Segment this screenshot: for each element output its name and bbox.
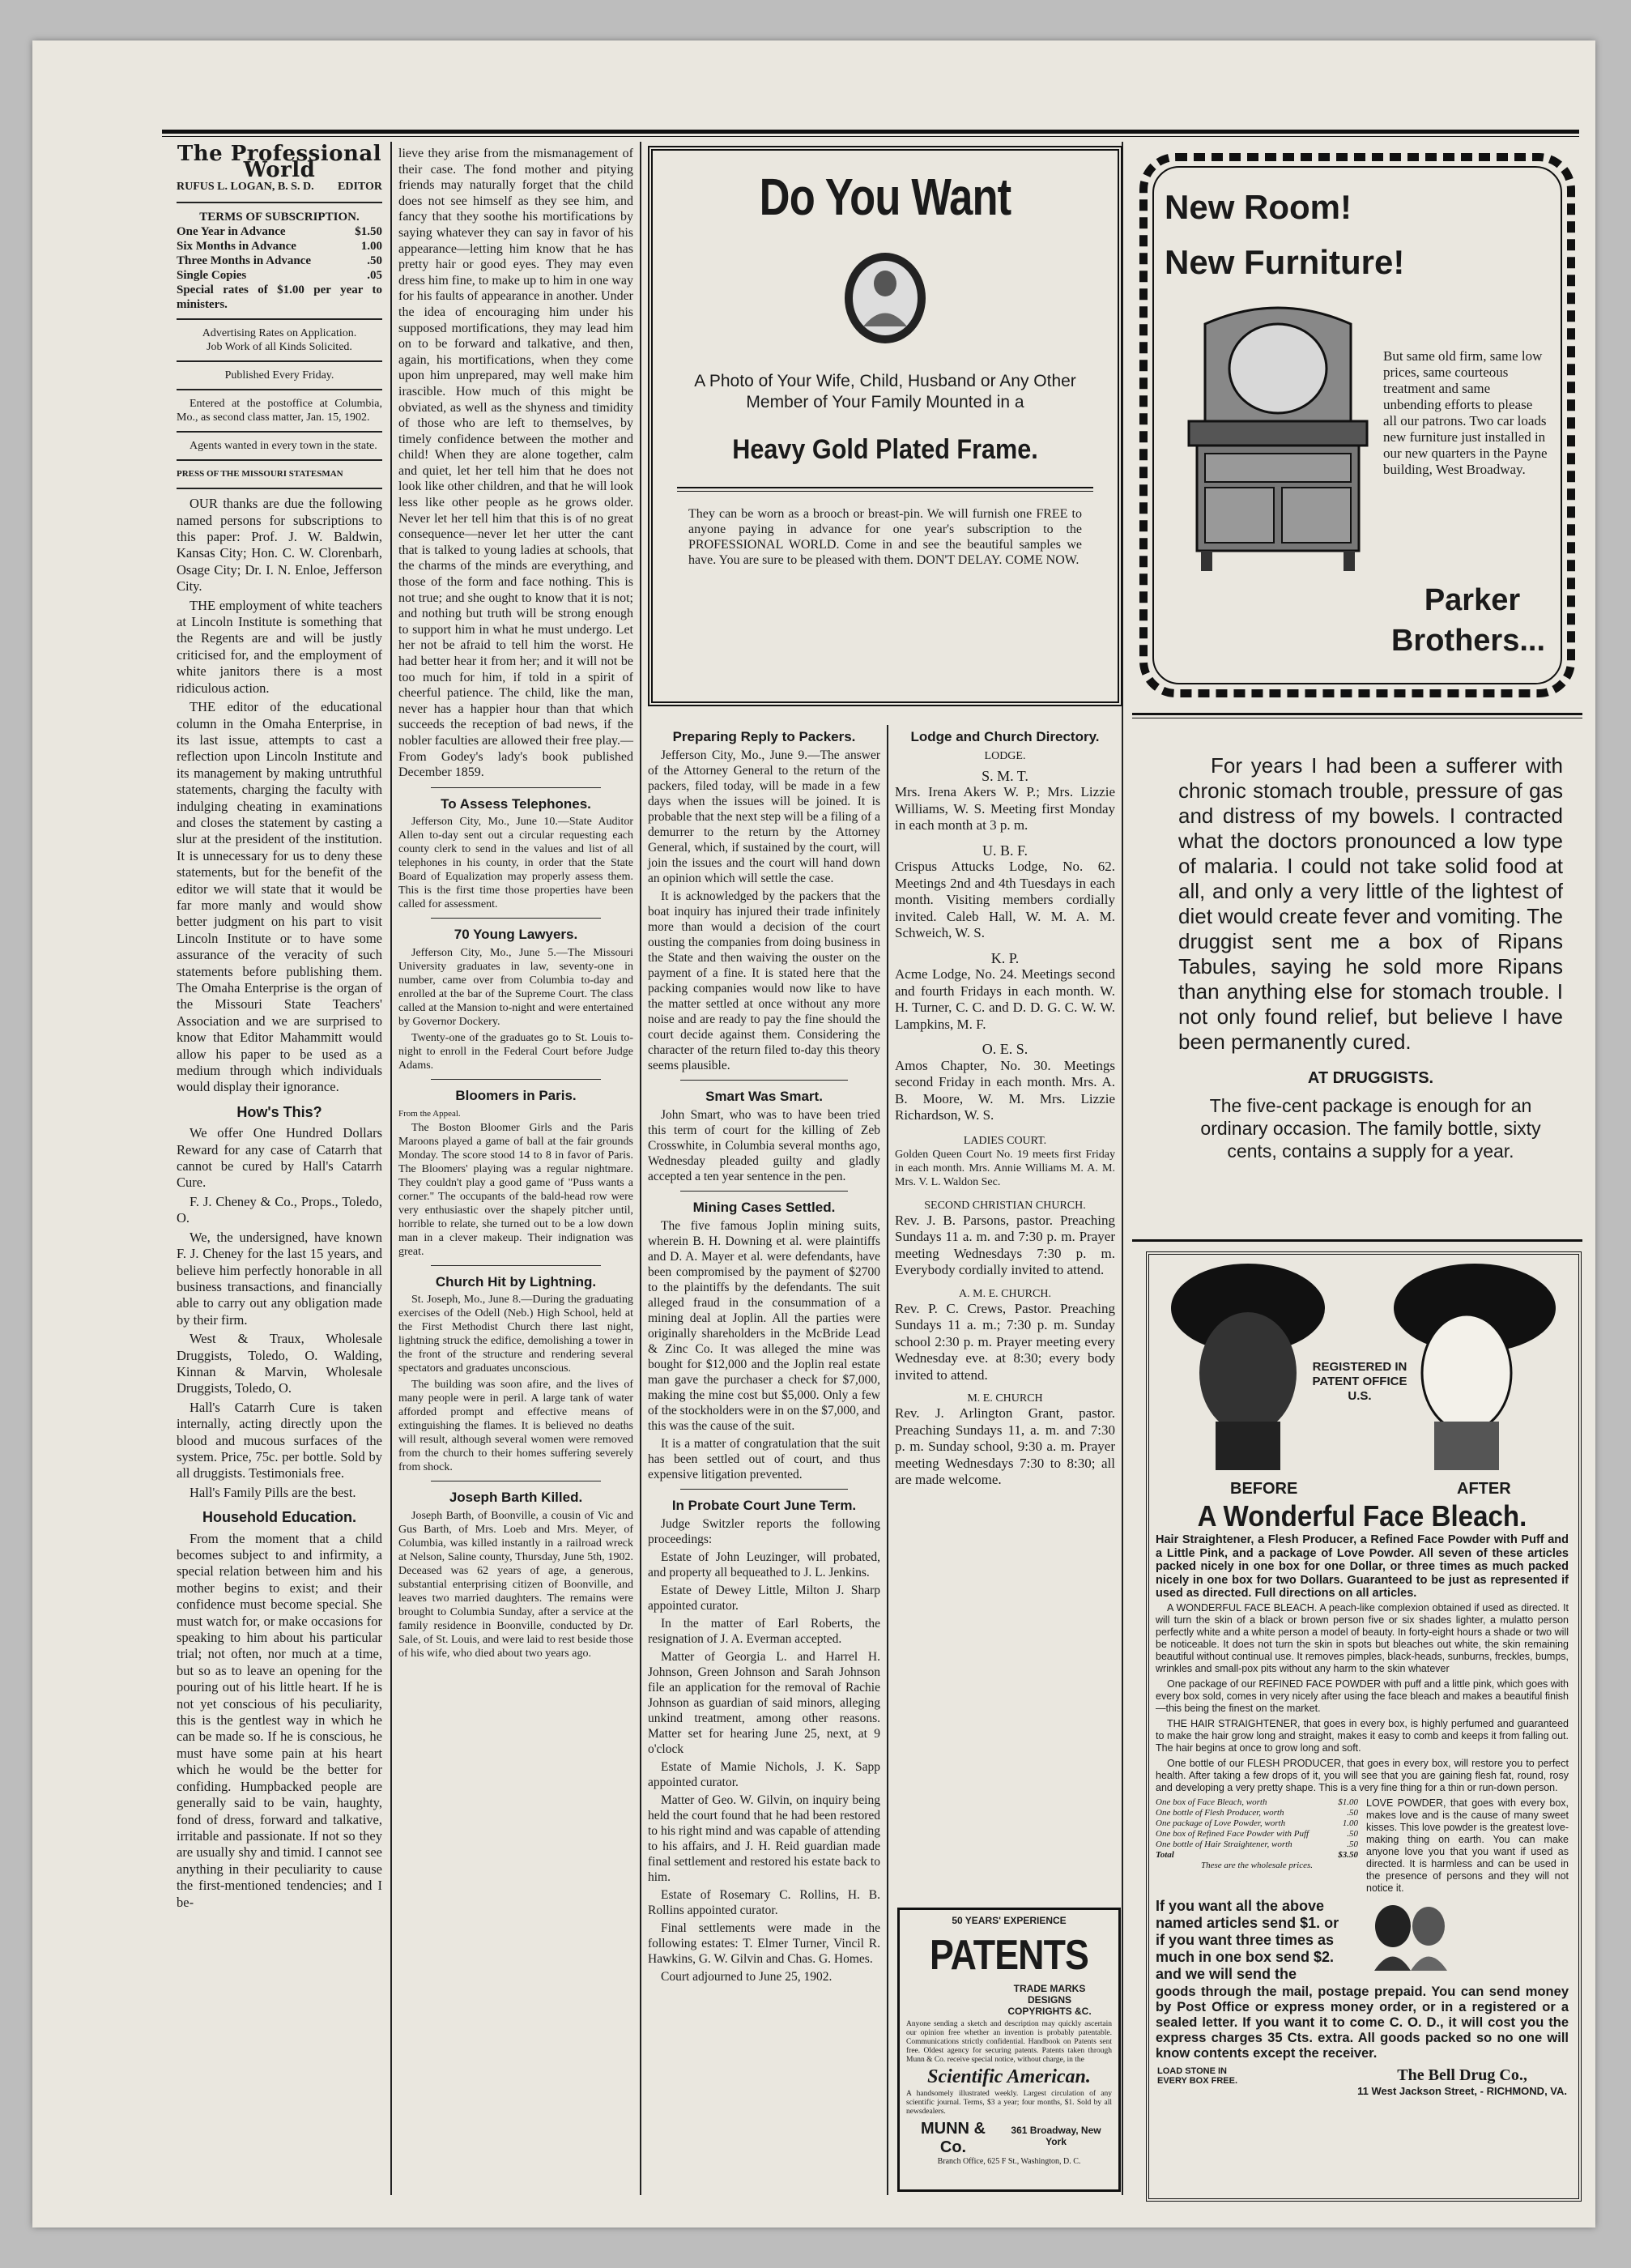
portrait-frame-icon (841, 249, 930, 347)
bleach-paragraph: One package of our REFINED FACE POWDER with puff and a little pink, which goes with every box sold, comes in very nicely after using the face bleach and makes a beautiful finish—this being the finest on the market. (1156, 1678, 1569, 1714)
divider (177, 360, 382, 362)
masthead-editor (177, 179, 382, 195)
article-title: Mining Cases Settled. (692, 1200, 836, 1215)
rate-row: One Year in Advance $1.50 (177, 225, 382, 239)
furniture-headline: New Furniture! (1165, 243, 1405, 281)
divider (1132, 1239, 1582, 1242)
article-paragraph: Court adjourned to June 25, 1902. (661, 1970, 833, 1984)
editorial-omaha: THE editor of the educational column in the Omaha Enterprise, in its last issue, attempts to cast a reflection upon Lincoln Institute and its management by making untruthful statements, charging the faculty with indulging cheating in examinations and closes the statement by casting a slur at the president of the institution. It is unnecessary for us to deny these statements, but for the benefit of the editor we will state that it would be far more manly and would show better judgment on his part to visit Lincoln Institute or to have some assurance of the veracity of such statements before publishing them. The Omaha Enterprise is the organ of the Missouri State Teachers' Association and we are surprised to know that Editor Mahammitt would allow his paper to be used as a medium through which individuals would display their ignorance. (177, 699, 382, 1095)
article-paragraph: Matter of Geo. W. Gilvin, on inquiry being held the court found that he had been restored to his right mind and was capable of attending to his affairs, and J. H. Reid guardian made final settlement and restored his estate back to him. (648, 1793, 880, 1884)
ripans-body: For years I had been a sufferer with chronic stomach trouble, pressure of gas and distress of my bowels. I contracted what the doctors pronounced a low type of malaria. I could not take solid food at all, and only a very little of the lightest of diet would create fever and vomiting. The druggist sent me a box of Ripans Tabules, saying he sold more Ripans than anything else for stomach trouble. I not only found relief, but believe I have been permanently cured. (1178, 753, 1564, 1054)
dresser-icon (1181, 300, 1375, 575)
ripans-advertisement (1178, 753, 1563, 1162)
article-paragraph: Estate of Rosemary C. Rollins, H. B. Rollins appointed curator. (648, 1888, 880, 1917)
editor-label: EDITOR (338, 180, 382, 193)
directory-entry-text: Mrs. Irena Akers W. P.; Mrs. Lizzie Williams, W. S. Meeting first Monday in each month at 3 p. m. (895, 784, 1115, 833)
wholesale-note: These are the wholesale prices. (1201, 1860, 1313, 1870)
divider (431, 1079, 601, 1080)
bleach-intro: Hair Straightener, a Flesh Producer, a Refined Face Powder with Puff and a Little Pink, and a package of Love Powder. All seven of these articles packed nicely in one box for one Dollar, or three times as much packed nicely in one box for two Dollars. Guaranteed to be just as represented if used as directed. Full directions on all articles. (1156, 1533, 1569, 1600)
article-paragraph: Final settlements were made in the following estates: T. Elmer Turner, Vincil R. Hawkins, G. W. Gilvin and Chas. G. Homes. (648, 1921, 880, 1966)
bleach-paragraph: One bottle of our FLESH PRODUCER, that goes in every box, will restore you to perfect health. After taking a few drops of it, you will see that you are gaining flesh fat, round, rosy and developing a very pretty shape. This is a very fine thing for a thin or run-down person. (1156, 1757, 1569, 1793)
article-paragraph: The five famous Joplin mining suits, wherein B. H. Downing et al. were plaintiffs and D. A. Mayer et al. were defendants, have been compromised by the payment of $2700 to the plaintiffs by the defendants. The suit alleged fraud in the consummation of a mining deal at Joplin. All the parties were originally shareholders in the McBride Lead & Zinc Co. It was alleged the mine was bought for $12,000 and the Joplin real estate man gave the purchaser a check for $7,000, making the mine cost but $5,000. Only a few of the stockholders were in on the $7,000, and this was the cause of the suit. (648, 1219, 880, 1433)
bleach-paragraph: THE HAIR STRAIGHTENER, that goes in every box, is highly perfumed and guaranteed to make the hair grow long and straight, makes it easy to comb and keeps it from falling out. The hair begins at once to grow long and soft. (1156, 1717, 1569, 1754)
article-title: Bloomers in Paris. (455, 1087, 577, 1103)
divider (680, 1191, 848, 1192)
patents-marks: TRADE MARKS DESIGNS COPYRIGHTS &C. (1007, 1983, 1092, 2017)
column-rule (640, 142, 641, 2195)
rate-row: Single Copies .05 (177, 269, 382, 283)
directory-entry-text: Rev. P. C. Crews, Pastor. Preaching Sundays 11 a. m.; 7:30 p. m. Sunday school 2:30 p. m. Prayer meeting every Wednesday eve. at 8:30; every body invited to attend. (895, 1300, 1115, 1383)
article-paragraph: Estate of Mamie Nichols, J. K. Sapp appointed curator. (648, 1760, 880, 1789)
ripans-price: The five-cent package is enough for an ordinary occasion. The family bottle, sixty cents, contains a supply for a year. (1200, 1095, 1541, 1162)
entered-note: Entered at the postoffice at Columbia, Mo., as second class matter, Jan. 15, 1902. (177, 398, 382, 424)
lodge-directory (895, 729, 1115, 1491)
divider (177, 488, 382, 489)
newspaper-page (32, 40, 1595, 2228)
editorial-thanks: OUR thanks are due the following named persons for subscriptions to this paper: Prof. J. W. Baldwin, Kansas City; Hon. C. W. Clorenbarh, Osage City; Dr. I. N. Enloe, Jefferson City. (177, 496, 382, 595)
divider (177, 459, 382, 461)
top-rule-thin (162, 136, 1579, 137)
directory-entry-text: Rev. J. B. Parsons, pastor. Preaching Sundays 11 a. m. and 7:30 p. m. Prayer meeting Wednesdays 7:30 p. m. Everybody cordially invited to attend. (895, 1212, 1115, 1277)
loadstone-note: LOAD STONE IN EVERY BOX FREE. (1157, 2066, 1238, 2086)
editor-name: RUFUS L. LOGAN, B. S. D. (177, 180, 314, 193)
article-title: Joseph Barth Killed. (449, 1490, 583, 1506)
furniture-body: But same old firm, same low prices, same courteous treatment and same unbending efforts to please all our patrons. Two car loads new furniture just installed in our new quarters in the Payne building, West Broadway. (1383, 348, 1548, 477)
price-row: One bottle of Hair Straightener, worth .50 (1156, 1839, 1358, 1849)
article-paragraph: We, the undersigned, have known F. J. Cheney for the last 15 years, and believe him perfectly honorable in all business transactions, and financially able to carry out any obligation made by their firm. (177, 1229, 382, 1328)
agents-note: Agents wanted in every town in the state. (190, 440, 377, 453)
special-rates: Special rates of $1.00 per year to ministers. (177, 284, 382, 312)
ad-line: A Photo of Your Wife, Child, Husband or Any Other Member of Your Family Mounted in a (694, 372, 1076, 411)
article-paragraph: St. Joseph, Mo., June 8.—During the graduating exercises of the Odell (Neb.) High School, held at the First Methodist Church there last night, lightning struck the edifice, demolishing a tower in the front of the structure and rendering several spectators and graduates unconscious. (398, 1294, 633, 1375)
couple-kissing-icon (1362, 1898, 1459, 1971)
scientific-american-title: Scientific American. (927, 2066, 1091, 2087)
divider (177, 389, 382, 390)
article-paragraph: Estate of John Leuzinger, will probated, and property all bequeathed to J. L. Jenkins. (648, 1550, 880, 1580)
directory-entry-text: Golden Queen Court No. 19 meets first Friday in each month. Mrs. Annie Williams M. A. M. Mrs. V. L. Waldon Sec. (895, 1148, 1115, 1188)
article-title: Household Education. (202, 1509, 356, 1526)
article-paragraph: Jefferson City, Mo., June 9.—The answer of the Attorney General to the return of the packers, filed today, will be made in a few days when the issues will be joined. It is probable that the next step will be a filing of a demurrer to the return by the Attorney General, which, if sustained by the court, will join the issues and the court will hand down an opinion which will settle the case. (648, 748, 880, 885)
article-paragraph: Twenty-one of the graduates go to St. Louis to-night to enroll in the Federal Court before Judge Adams. (398, 1031, 633, 1072)
bleach-paragraph: A WONDERFUL FACE BLEACH. A peach-like complexion obtained if used as directed. It will turn the skin of a black or brown person five or six shades lighter, a mulatto person perfectly white and a white person a model of beauty. In forty-eight hours a shade or two will be noticeable. It does not turn the skin in spots but bleaches out white, the skin remaining beautiful without continual use. It removes pimples, black-heads, sunburns, freckles, bumps, wrinkles and small-pox pits without any harm to the skin whatever (1156, 1601, 1569, 1674)
bleach-closing: If you want all the above named articles send $1. or if you want three times as much in one box send $2. and we will send the (1156, 1897, 1339, 1982)
column-3 (648, 729, 880, 1987)
furniture-advertisement (1132, 146, 1582, 705)
job-work-note: Job Work of all Kinds Solicited. (207, 341, 352, 354)
top-rule (162, 130, 1579, 134)
article-paragraph: Joseph Barth, of Boonville, a cousin of Vic and Gus Barth, of Mrs. Loeb and Mrs. Meyer, of Columbia, was killed instantly in a railroad wreck at Nelson, Saline county, Thursday, June 5th, 1902. Deceased was 62 years of age, a generous, substantial enterprising citizen of Boonville, and leaves two married daughters. The remains were brought to Columbia Sunday, after a service at the family residence in Boonville, conducted by Dr. Sale, of St. Louis, and were laid to rest beside those of his wife, who died about two years ago. (398, 1509, 633, 1660)
article-paragraph: Hall's Family Pills are the best. (190, 1484, 356, 1500)
terms-heading: TERMS OF SUBSCRIPTION. (199, 211, 360, 224)
article-paragraph: Matter of Georgia L. and Harrel H. Johnson, Green Johnson and Sarah Johnson file an application for the removal of Rachie Johnson as guardian of said minors, alleging unkind treatment, among other reasons. Matter set for hearing June 25, next, at 9 o'clock (648, 1650, 880, 1756)
directory-entry-name: O. E. S. (982, 1041, 1028, 1057)
divider (680, 1489, 848, 1490)
divider (177, 431, 382, 433)
before-label: BEFORE (1230, 1480, 1298, 1498)
directory-entry-name: K. P. (990, 949, 1020, 966)
after-label: AFTER (1457, 1480, 1511, 1498)
article-paragraph: lieve they arise from the mismanagement of their case. The fond mother and pitying friends may naturally forget that the child does not see himself as they see him, and fancy that they soothe his mortifications by saying whatever they can say in favor of his appearance—letting him know that he has pretty hair or good eyes. They may even dress him fine, to make up to him in one way for his faults of appearance in another. Under the idea of encouraging him under his supposed mortifications, they may lead him on to be forward and talkative, and then, again, his mortifications, when they come upon him unprepared, may well make him irascible. How much of this might be obviated, as well as the shyness and timidity of those who are left to themselves, by timely confidence between the mother and child! When they are alone together, calm and quiet, let her tell him that he does not look like other children, and that he will look less like other people as he grows older. Never let her tell him that this is of no great consequence—never let her utter the cant that is talked to young ladies at schools, that the charms of the minds are everything, and those of the form and face nothing. This is not true; and she ought to know that it is not; and nothing but truth will be strong enough to support him in what he must undergo. Let her not be afraid to tell him the worst. He had better hear it from her; and it will not be too much for him, if told in a spirit of cheerful patience. The child, like the man, never has a happier hour than that which succeeds the reception of bad news, if the nobler faculties are allowed their free play.—From Godey's lady's book published December 1859. (398, 147, 633, 780)
article-paragraph: The Boston Bloomer Girls and the Paris Maroons played a game of ball at the fair grounds Monday. The score stood 14 to 8 in favor of Paris. The Bloomers' playing was a regular nightmare. They couldn't play a good game of "Puss wants a corner." The occupants of the bald-head row were very enthusiastic over the shapely pitcher until, horrible to relate, she turned out to be a low down man in a clever makeup. Their indignation was great. (398, 1121, 633, 1258)
article-paragraph: The building was soon afire, and the lives of many people were in peril. A large tank of water afforded prompt and effective means of extinguishing the flames. It is believed no deaths will result, although several women were removed from the church to their homes suffering severely from shock. (398, 1379, 633, 1474)
directory-title: Lodge and Church Directory. (910, 729, 1100, 744)
scientific-american-body: A handsomely illustrated weekly. Largest circulation of any scientific journal. Terms, $3 a year; four months, $1. Sold by all newsdealers. (906, 2090, 1112, 2116)
price-row: One bottle of Flesh Producer, worth .50 (1156, 1807, 1358, 1818)
munn-line (900, 2117, 1118, 2157)
article-paragraph: In the matter of Earl Roberts, the resignation of J. A. Everman accepted. (648, 1617, 880, 1646)
article-paragraph: West & Traux, Wholesale Druggists, Toledo, O. Walding, Kinnan & Marvin, Wholesale Druggists, Toledo, O. (177, 1331, 382, 1396)
directory-entry-name: SECOND CHRISTIAN CHURCH. (924, 1199, 1086, 1212)
patents-experience: 50 YEARS' EXPERIENCE (952, 1915, 1067, 1926)
directory-entry-name: S. M. T. (982, 767, 1028, 784)
editorial-employment: THE employment of white teachers at Lincoln Institute is something that the Regents are and will be justly criticised for, and the employment of white janitors there is a most ridiculous action. (177, 597, 382, 696)
price-list (1156, 1797, 1358, 1895)
article-paragraph: John Smart, who was to have been tried this term of court for the killing of Zeb Crosswhite, in Columbia several months ago, Wednesday pleaded guilty and gladly accepted a ten year sentence in the pen. (648, 1108, 880, 1183)
directory-entry-text: Amos Chapter, No. 30. Meetings second Friday in each month. Mrs. A. B. Moore, W. M. Mrs. Lizzie Richardson, W. S. (895, 1057, 1115, 1123)
article-paragraph: It is a matter of congratulation that the suit has been settled out of court, and thus expensive litigation prevented. (648, 1437, 880, 1481)
article-paragraph: Jefferson City, Mo., June 5.—The Missouri University graduates in law, seventy-one in number, came over from Columbia to-day and enrolled at the bar of the Supreme Court. The class called at the Mansion to-night and were entertained by Governor Dockery. (398, 946, 633, 1028)
ad-title: Do You Want (759, 168, 1011, 226)
munn-address: 361 Broadway, New York (1011, 2125, 1101, 2147)
divider (177, 202, 382, 203)
divider (1132, 713, 1582, 715)
divider (177, 318, 382, 320)
ripans-druggists: AT DRUGGISTS. (1307, 1069, 1434, 1087)
article-paragraph: Estate of Dewey Little, Milton J. Sharp appointed curator. (648, 1584, 880, 1613)
article-title: How's This? (236, 1103, 322, 1120)
column-2 (398, 146, 633, 1663)
article-title: 70 Young Lawyers. (454, 927, 578, 943)
article-paragraph: F. J. Cheney & Co., Props., Toledo, O. (177, 1193, 382, 1226)
face-bleach-advertisement (1146, 1251, 1582, 2202)
divider (680, 1080, 848, 1081)
divider (677, 491, 1093, 492)
subscription-terms (177, 210, 382, 312)
price-row: Total $3.50 (1156, 1849, 1358, 1860)
article-title: To Assess Telephones. (441, 795, 591, 812)
article-paragraph: Hall's Catarrh Cure is taken internally, acting directly upon the blood and mucous surfaces of the system. Price, 75c. per bottle. Sold by all druggists. Testimonials free. (177, 1399, 382, 1481)
ad-body: They can be worn as a brooch or breast-pin. We will furnish one FREE to anyone paying in advance for one year's subscription to the PROFESSIONAL WORLD. Come in and see the beautiful samples we have. You are sure to be pleased with them. DON'T DELAY. COME NOW. (688, 507, 1082, 567)
column-1 (177, 142, 382, 1913)
directory-entry-text: Acme Lodge, No. 24. Meetings second and fourth Fridays in each month. W. H. Turner, C. C. and D. D. G. C. W. W. Lampkins, M. F. (895, 966, 1115, 1032)
article-paragraph: Judge Switzler reports the following proceedings: (648, 1517, 880, 1546)
rate-row: Three Months in Advance .50 (177, 254, 382, 268)
firm-name: Parker (1424, 583, 1521, 617)
munn-branch: Branch Office, 625 F St., Washington, D. C. (937, 2157, 1081, 2166)
divider (431, 1265, 601, 1266)
article-paragraph: It is acknowledged by the packers that the boat inquiry has injured their trade infinitely more than would a decision of the court ousting the companies from doing business in the State and then waiving the ouster on the payment of a fine. It is stated here that the packing companies would now like to have the matter settled at once without any more noise and are ready to pay the fine should the court decide against them. Considering the character of the return filed to-day this theory seems plausible. (648, 889, 880, 1072)
article-paragraph: We offer One Hundred Dollars Reward for any case of Catarrh that cannot be cured by Hall's Catarrh Cure. (177, 1125, 382, 1191)
furniture-headline: New Room! (1165, 188, 1352, 226)
patents-title: PATENTS (929, 1932, 1089, 1979)
masthead-title: The Professional World (177, 142, 382, 183)
patents-body: Anyone sending a sketch and description may quickly ascertain our opinion free whether an invention is probably patentable. Communications strictly confidential. Handbook on Patents sent free. Oldest agency for securing patents. Patents taken through Munn & Co. receive special notice, without charge, in the (906, 2020, 1112, 2064)
patents-advertisement (897, 1908, 1121, 2192)
love-powder-text: LOVE POWDER, that goes with every box, makes love and is the cause of many sweet kisses. This love powder is the greatest love-making thing on earth. You can make anyone love you that you want if used as directed. It is harmless and can be used in the presence of persons and they will not notice it. (1366, 1797, 1569, 1894)
divider (431, 918, 601, 919)
registered-mark: REGISTERED IN PATENT OFFICE U.S. (1312, 1360, 1407, 1403)
bell-drug-firm: The Bell Drug Co., (1397, 2066, 1527, 2084)
article-title: Preparing Reply to Packers. (672, 729, 856, 744)
bell-drug-address: 11 West Jackson Street, - RICHMOND, VA. (1357, 2084, 1567, 2097)
bleach-title: A Wonderful Face Bleach. (1197, 1499, 1527, 1533)
press-note: PRESS OF THE MISSOURI STATESMAN (177, 469, 343, 480)
munn-name: MUNN & Co. (921, 2120, 986, 2156)
column-rule (887, 725, 888, 2195)
ad-headline: Heavy Gold Plated Frame. (732, 434, 1038, 465)
directory-entry-name: M. E. CHURCH (967, 1392, 1043, 1405)
firm-name: Brothers... (1390, 624, 1546, 658)
article-paragraph: Jefferson City, Mo., June 10.—State Auditor Allen to-day sent out a circular requesting each county clerk to send in the values and list of all telephones in his county, in order that the State Board of Equalization may properly assess them. This is the first time those properties have been called for assessment. (398, 816, 633, 911)
published-note: Published Every Friday. (224, 369, 334, 382)
directory-entry-name: A. M. E. CHURCH. (959, 1287, 1051, 1300)
article-title: Church Hit by Lightning. (435, 1273, 597, 1290)
price-row: One box of Face Bleach, worth $1.00 (1156, 1797, 1358, 1807)
bleach-closing: goods through the mail, postage prepaid. You can send money by Post Office or express money order, or in a registered or a sealed letter. If you want it to come C. O. D., it will cost you the express charges 35 Cts. extra. All goods packed so no one will know contents except the receiver. (1156, 1984, 1569, 2061)
article-paragraph: From the moment that a child becomes subject to and infirmity, a special relation between him and his mother begins to exist; and their confidence must become special. She must watch for, or make occasions for speaking to him about his particular trial; not often, nor much at a time, but so as to leave an opening for the pouring out of his little heart. If he is not yet conscious of his peculiarity, this is the gentlest way in which he can be made so. If he is conscious, he must have some pain at his heart which he would be the better for confiding. Humpbacked people are generally said to be vain, haughty, fond of dress, forward and talkative, irritable and passionate. If not so they are usually shy and timid. I cannot see anything in their peculiarity to cause the first-mentioned tendencies; and I be- (177, 1530, 382, 1910)
directory-entry-name: U. B. F. (982, 842, 1028, 859)
rate-row: Six Months in Advance 1.00 (177, 240, 382, 254)
directory-entry-text: Crispus Attucks Lodge, No. 62. Meetings 2nd and 4th Tuesdays in each month. Visiting members cordially invited. Caleb Hall, W. M. A. M. Schweich, W. S. (895, 859, 1115, 940)
divider (677, 487, 1093, 488)
directory-entry-text: Rev. J. Arlington Grant, pastor. Preaching Sundays 11, a. m. and 7:30 p. m. Sunday school, 9:30 a. m. Prayer meeting Wednesdays 7:30 to 8:30; all are made welcome. (895, 1405, 1115, 1487)
price-row: One box of Refined Face Powder with Puff .50 (1156, 1828, 1358, 1839)
lodge-label: LODGE. (984, 749, 1026, 762)
article-title: In Probate Court June Term. (671, 1498, 857, 1513)
divider (431, 787, 601, 788)
advertising-note: Advertising Rates on Application. (202, 327, 357, 340)
frame-advertisement (648, 146, 1122, 706)
directory-entry-name: LADIES COURT. (963, 1134, 1047, 1147)
article-source: From the Appeal. (398, 1108, 461, 1119)
price-row: One package of Love Powder, worth 1.00 (1156, 1818, 1358, 1828)
column-rule (390, 142, 392, 2195)
article-title: Smart Was Smart. (705, 1089, 823, 1104)
